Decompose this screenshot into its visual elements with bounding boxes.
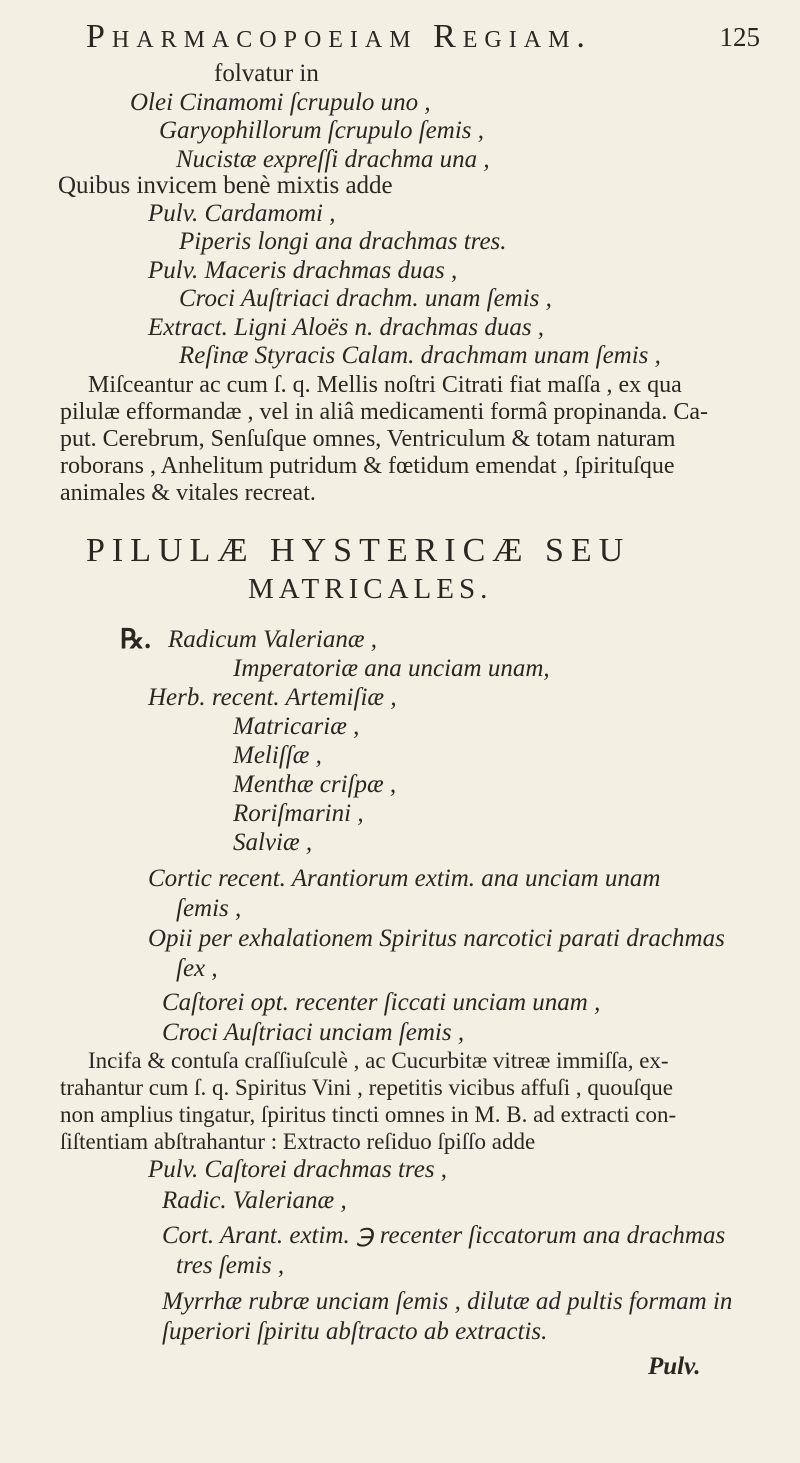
text-line: Quibus invicem benè mixtis adde [58,172,393,199]
catchword: Pulv. [648,1353,701,1380]
text-line: non amplius tingatur, ſpiritus tincti omnes in M. B. ad extracti con- [60,1102,677,1127]
text-line: Imperatoriæ ana unciam unam, [233,655,550,682]
page-header [86,18,760,62]
text-line: Pulv. Cardamomi , [148,200,336,227]
page-number: 125 [719,22,760,52]
text-line: Piperis longi ana drachmas tres. [179,228,507,255]
text-line: tres ſemis , [176,1252,285,1279]
text-line: Meliſſæ , [233,742,322,769]
text-line: ſuperiori ſpiritu abſtracto ab extractis. [162,1318,548,1345]
section-heading: PILULÆ HYSTERICÆ SEU [86,532,631,569]
text-line: roborans , Anhelitum putridum & fœtidum emendat , ſpirituſque [60,453,675,479]
section-subheading: MATRICALES. [248,573,493,605]
text-line: pilulæ efformandæ , vel in aliâ medicamenti formâ propinanda. Ca- [60,399,709,425]
text-line: ſiſtentiam abſtrahantur : Extracto reſiduo ſpiſſo adde [60,1129,536,1154]
text-line: Miſceantur ac cum ſ. q. Mellis noſtri Citrati fiat maſſa , ex qua [88,372,682,398]
text-line: Opii per exhalationem Spiritus narcotici parati drachmas [148,925,725,952]
text-line: folvatur in [214,60,319,87]
text-line: Caſtorei opt. recenter ſiccati unciam unam , [162,989,601,1016]
text-line: trahantur cum ſ. q. Spiritus Vini , repetitis vicibus affuſi , quouſque [60,1075,673,1100]
text-line: Incifa & contuſa craſſiuſculè , ac Cucurbitæ vitreæ immiſſa, ex- [88,1048,669,1073]
text-line: Radicum Valerianæ , [168,626,378,653]
text-line: Myrrhæ rubræ unciam ſemis , dilutæ ad pultis formam in [162,1288,733,1315]
text-line: ſex , [176,955,218,982]
text-line: ſemis , [176,895,242,922]
text-line: Cort. Arant. extim. ℈ recenter ſiccatorum ana drachmas [162,1222,726,1249]
recipe-symbol: ℞. [120,624,151,654]
text-line: Garyophillorum ſcrupulo ſemis , [159,117,484,144]
text-line: Olei Cinamomi ſcrupulo uno , [130,89,431,116]
text-line: Croci Auſtriaci unciam ſemis , [162,1019,465,1046]
text-line: Pulv. Maceris drachmas duas , [148,257,458,284]
text-line: Reſinæ Styracis Calam. drachmam unam ſemis , [179,342,661,369]
text-line: Croci Auſtriaci drachm. unam ſemis , [179,285,552,312]
text-line: Radic. Valerianæ , [162,1187,347,1214]
text-line: Pulv. Caſtorei drachmas tres , [148,1156,448,1183]
text-line: Salviæ , [233,829,313,856]
text-line: put. Cerebrum, Senſuſque omnes, Ventriculum & totam naturam [60,426,676,452]
text-line: animales & vitales recreat. [60,480,316,506]
text-line: Cortic recent. Arantiorum extim. ana unciam unam [148,865,661,892]
text-line: Roriſmarini , [233,800,364,827]
text-line: Herb. recent. Artemiſiæ , [148,684,397,711]
running-title: Pharmacopoeiam Regiam. [86,18,592,55]
text-line: Menthæ criſpæ , [233,771,397,798]
text-line: Nucistæ expreſſi drachma una , [176,146,490,173]
text-line: Matricariæ , [233,713,360,740]
text-line: Extract. Ligni Aloës n. drachmas duas , [148,314,545,341]
